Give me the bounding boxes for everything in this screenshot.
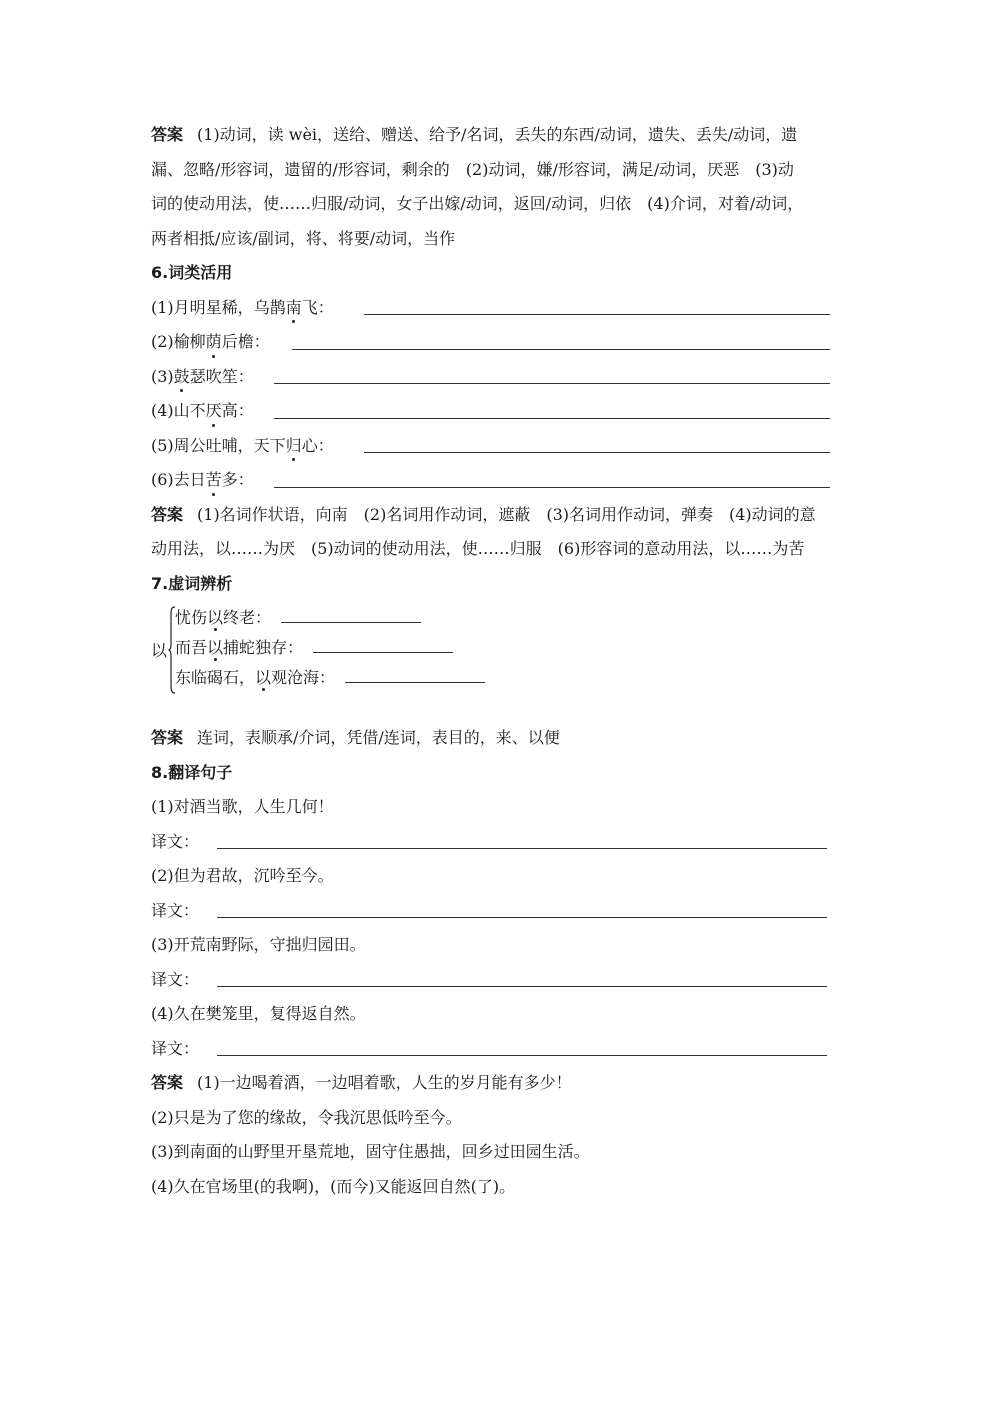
section-title: 6.词类活用 xyxy=(151,263,233,282)
answer-label: 答案 xyxy=(151,504,184,524)
answer-block-5 xyxy=(151,118,851,256)
answer-blank[interactable] xyxy=(281,621,421,623)
answer-blank[interactable] xyxy=(274,418,830,419)
sentence-item: (3)开荒南野际，守拙归园田。 xyxy=(151,935,366,954)
translation-line xyxy=(151,963,813,998)
exercise-item: (4)山不厌高： xyxy=(151,394,816,429)
emphasized-char: 南 xyxy=(286,291,302,326)
section-6 xyxy=(151,256,851,567)
answer-blank[interactable] xyxy=(313,651,453,653)
emphasized-char: 以 xyxy=(207,603,223,633)
exercise-item: (2)榆柳荫后檐： xyxy=(151,325,816,360)
answer-line: 答案 (1)名词作状语，向南 (2)名词用作动词，遮蔽 (3)名词用作动词，弹奏 (4)动词的意 xyxy=(151,504,816,524)
translation-label: 译文： xyxy=(151,831,200,851)
exercise-item: (1)月明星稀，乌鹊南飞： xyxy=(151,291,816,326)
sentence-item: (4)久在樊笼里，复得返自然。 xyxy=(151,1004,366,1023)
translation-line xyxy=(151,894,813,929)
answer-blank[interactable] xyxy=(364,452,830,453)
answer-line: 答案 (1)一边喝着酒，一边唱着歌，人生的岁月能有多少！ xyxy=(151,1073,572,1092)
exercise-item: (5)周公吐哺，天下归心： xyxy=(151,429,816,464)
exercise-item: (3)鼓瑟吹笙： xyxy=(151,360,816,395)
answer-blank[interactable] xyxy=(292,349,830,350)
translation-blank[interactable] xyxy=(217,917,827,918)
answer-label: 答案 xyxy=(151,1073,184,1092)
section-8 xyxy=(151,756,851,1205)
answer-line: (3)到南面的山野里开垦荒地，固守住愚拙，回乡过田园生活。 xyxy=(151,1142,590,1161)
brace-items xyxy=(175,603,485,693)
emphasized-char: 厌 xyxy=(206,394,222,429)
emphasized-char: 鼓 xyxy=(174,360,190,395)
emphasized-char: 苦 xyxy=(206,463,222,498)
answer-line: 漏、忽略/形容词，遗留的/形容词，剩余的 (2)动词，嫌/形容词，满足/动词，厌恶 (3)动 xyxy=(151,159,794,179)
answer-label: 答案 xyxy=(151,728,184,747)
exercise-item: 东临碣石，以观沧海： xyxy=(175,663,485,693)
answer-blank[interactable] xyxy=(274,487,830,488)
translation-blank[interactable] xyxy=(217,1055,827,1056)
answer-blank[interactable] xyxy=(274,383,830,384)
document-page xyxy=(151,118,851,1204)
exercise-item: 而吾以捕蛇独存： xyxy=(175,633,485,663)
exercise-item: 忧伤以终老： xyxy=(175,603,485,633)
translation-blank[interactable] xyxy=(217,986,827,987)
translation-line xyxy=(151,1032,813,1067)
answer-line: (2)只是为了您的缘故，令我沉思低吟至今。 xyxy=(151,1107,462,1127)
answer-label: 答案 xyxy=(151,125,184,144)
answer-line: 动用法，以……为厌 (5)动词的使动用法，使……归服 (6)形容词的意动用法，以……为苦 xyxy=(151,539,805,558)
translation-line xyxy=(151,825,813,860)
answer-line: 答案 (1)动词，读 wèi，送给、赠送、给予/名词，丢失的东西/动词，遗失、丢失/动词，遗 xyxy=(151,125,798,144)
answer-line: 词的使动用法，使……归服/动词，女子出嫁/动词，返回/动词，归依 (4)介词，对着/动词， xyxy=(151,194,804,213)
section-7 xyxy=(151,567,851,756)
sentence-item: (2)但为君故，沉吟至今。 xyxy=(151,866,334,885)
translation-label: 译文： xyxy=(151,900,200,920)
answer-line: 答案 连词，表顺承/介词，凭借/连词，表目的，来、以便 xyxy=(151,728,560,747)
emphasized-char: 以 xyxy=(207,633,223,663)
translation-label: 译文： xyxy=(151,969,200,989)
answer-blank[interactable] xyxy=(364,314,830,315)
answer-line: 两者相抵/应该/副词，将、将要/动词，当作 xyxy=(151,228,456,248)
translation-blank[interactable] xyxy=(217,848,827,849)
emphasized-char: 以 xyxy=(255,663,271,693)
brace-group xyxy=(151,603,851,699)
section-title: 7.虚词辨析 xyxy=(151,573,233,593)
section-title: 8.翻译句子 xyxy=(151,762,233,782)
exercise-item: (6)去日苦多： xyxy=(151,463,816,498)
answer-blank[interactable] xyxy=(345,681,485,683)
emphasized-char: 荫 xyxy=(206,325,222,360)
emphasized-char: 归 xyxy=(286,429,302,464)
brace-label: 以 xyxy=(151,641,168,660)
translation-label: 译文： xyxy=(151,1038,200,1058)
sentence-item: (1)对酒当歌，人生几何！ xyxy=(151,797,334,816)
answer-line: (4)久在官场里(的我啊)，(而今)又能返回自然(了)。 xyxy=(151,1176,516,1196)
